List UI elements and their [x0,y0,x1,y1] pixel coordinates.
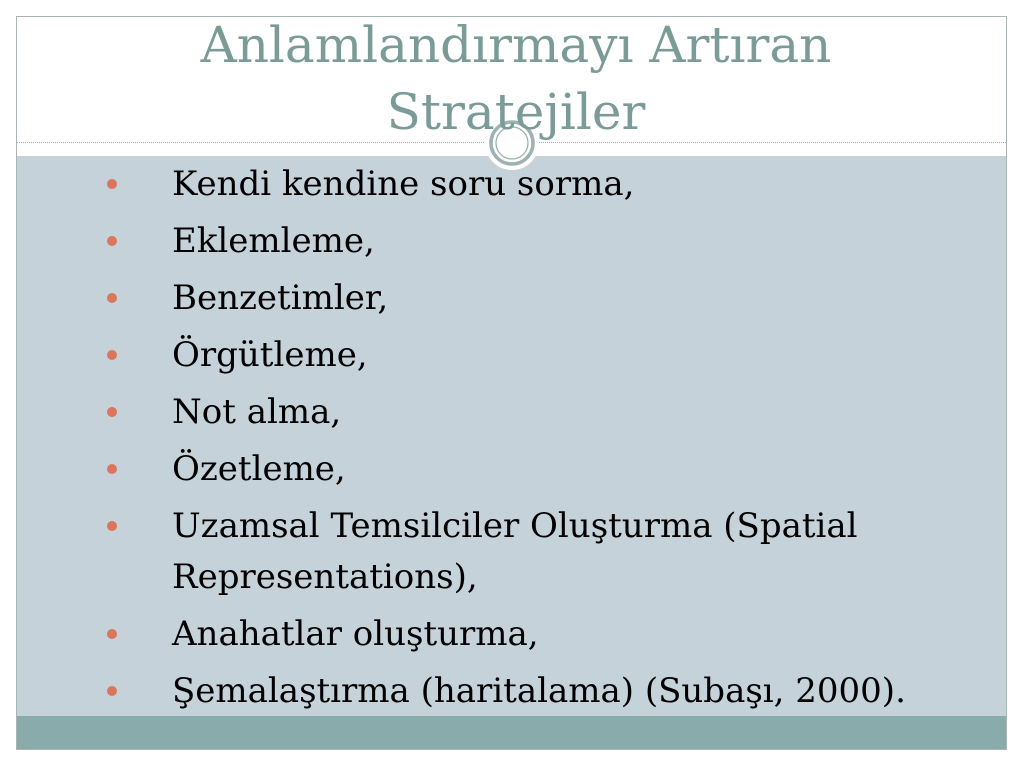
slide-title: Anlamlandırmayı Artıran Stratejiler [200,16,832,141]
bullet-text: Şemalaştırma (haritalama) (Subaşı, 2000). [172,671,906,711]
bullet-item [172,609,985,660]
bullet-list [172,159,985,723]
bullet-item [172,501,985,603]
bullet-text: Örgütleme, [172,335,368,375]
bullet-dot-icon [107,686,117,696]
bullet-item [172,273,985,324]
bullet-text: Özetleme, [172,449,346,489]
bullet-item [172,444,985,495]
bullet-item [172,216,985,267]
bullet-item [172,666,985,717]
bullet-text: Not alma, [172,392,342,432]
bullet-dot-icon [107,629,117,639]
bullet-text: Anahatlar oluşturma, [172,614,539,654]
bullet-dot-icon [107,350,117,360]
bullet-item [172,387,985,438]
bullet-text: Uzamsal Temsilciler Oluşturma (Spatial Representations), [172,506,858,597]
bullet-text: Benzetimler, [172,278,389,318]
bullet-dot-icon [107,407,117,417]
bullet-item [172,159,985,210]
bullet-item [172,330,985,381]
bullet-text: Eklemleme, [172,221,375,261]
bullet-dot-icon [107,293,117,303]
bullet-dot-icon [107,464,117,474]
bullet-text: Kendi kendine soru sorma, [172,164,635,204]
bullet-dot-icon [107,179,117,189]
bullet-dot-icon [107,236,117,246]
bullet-dot-icon [107,521,117,531]
